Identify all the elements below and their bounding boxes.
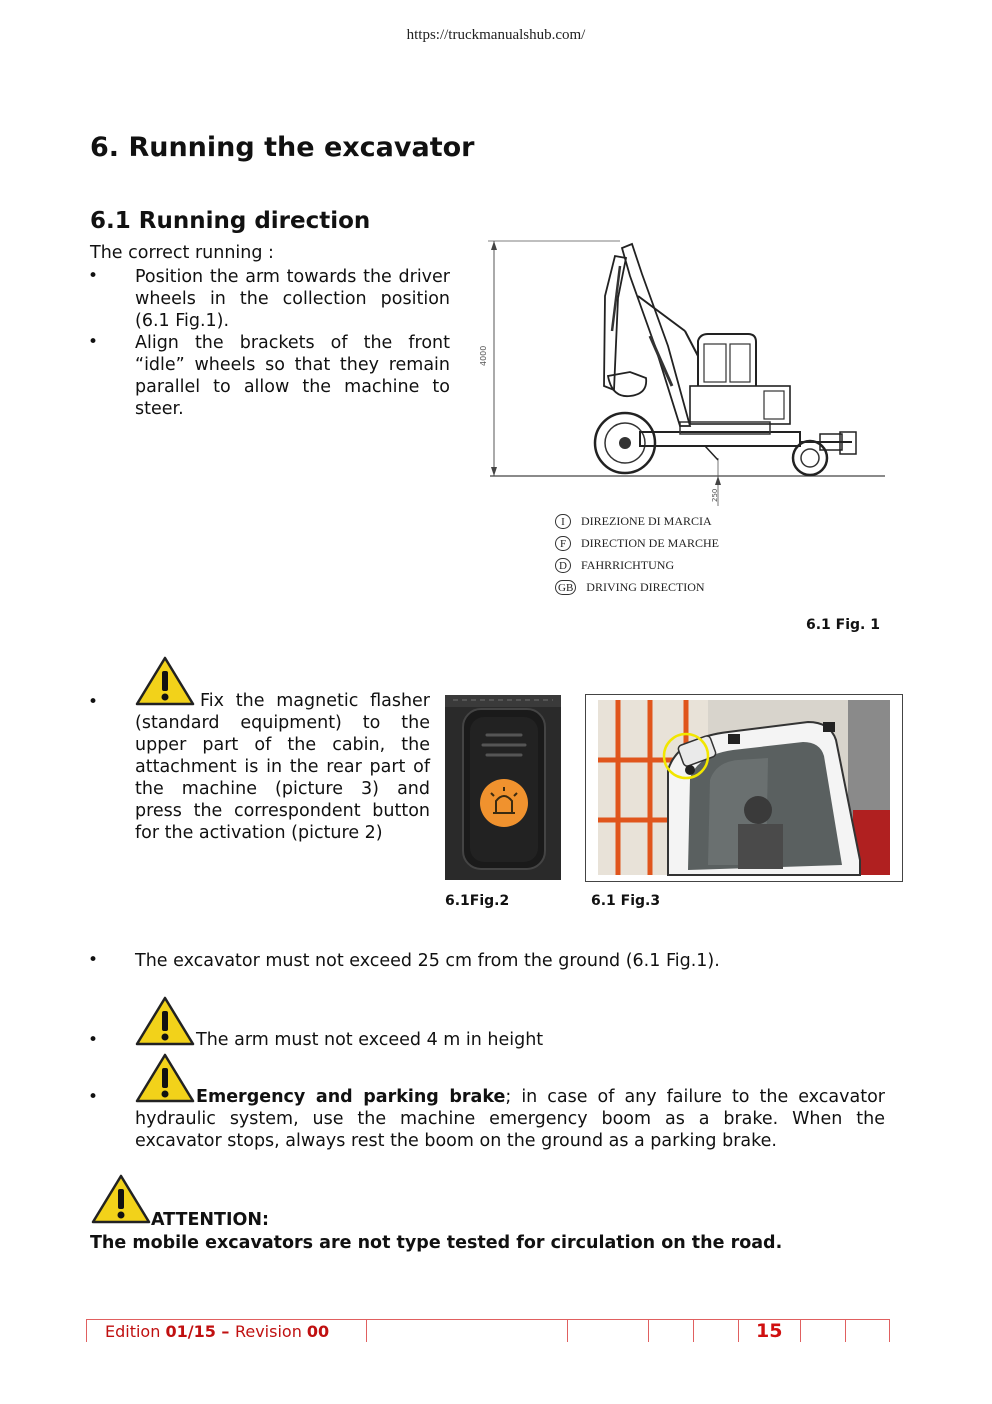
edition-dash: – — [215, 1322, 235, 1341]
footer-divider — [366, 1319, 367, 1342]
warning-triangle-icon — [134, 1052, 196, 1104]
legend-code: F — [555, 536, 571, 551]
dim-height-label: 4000 — [479, 345, 488, 366]
bullet-mark: • — [88, 692, 99, 712]
page-number: 15 — [756, 1320, 783, 1342]
footer-edition — [105, 1322, 329, 1341]
warning-triangle-icon — [134, 995, 196, 1047]
footer-divider — [648, 1319, 649, 1342]
legend-code: D — [555, 558, 571, 573]
brake-title: Emergency and parking brake — [196, 1087, 506, 1107]
legend-row — [555, 576, 719, 598]
flasher-instruction: Fix the magnetic flasher (standard equipment) to the upper part of the cabin, the attachment is in the rear part of the machine (picture 3) and press the correspondent button for the activation (picture 2) — [135, 691, 430, 843]
intro-text: The correct running : — [90, 243, 274, 263]
figure1-legend — [555, 510, 719, 598]
section-title: 6. Running the excavator — [90, 132, 475, 163]
footer-divider — [86, 1319, 87, 1342]
revision-label: Revision — [234, 1322, 307, 1341]
dim-ground-label: 250 — [711, 488, 719, 502]
header-url[interactable]: https://truckmanualshub.com/ — [406, 27, 586, 43]
arm-height-note: The arm must not exceed 4 m in height — [196, 1030, 544, 1050]
attention-text: The mobile excavators are not type tested for circulation on the road. — [90, 1233, 783, 1253]
legend-code: GB — [555, 580, 576, 595]
brake-line1-text: ; in case of any failure to the excavator — [505, 1087, 885, 1107]
footer-divider — [845, 1319, 846, 1342]
cabin-photo — [598, 700, 890, 875]
legend-row — [555, 554, 719, 576]
legend-text: DIREZIONE DI MARCIA — [581, 513, 712, 528]
bullet-mark: • — [88, 266, 99, 286]
bullet-mark: • — [88, 1030, 99, 1050]
edition-label: Edition — [105, 1322, 166, 1341]
footer-divider — [567, 1319, 568, 1342]
bullet-align-brackets: Align the brackets of the front “idle” wheels so that they remain parallel to allow the machine to steer. — [135, 333, 450, 419]
bullet-mark: • — [88, 1087, 99, 1107]
revision-value: 00 — [306, 1322, 330, 1341]
footer-divider — [693, 1319, 694, 1342]
flasher-button-photo — [445, 695, 561, 880]
figure2-caption: 6.1Fig.2 — [445, 893, 510, 909]
legend-text: FAHRRICHTUNG — [581, 557, 675, 572]
legend-text: DRIVING DIRECTION — [586, 579, 705, 594]
attention-label: ATTENTION: — [151, 1210, 270, 1230]
excavator-drawing — [480, 236, 890, 506]
subsection-title: 6.1 Running direction — [90, 208, 371, 234]
footer-divider — [738, 1319, 739, 1342]
figure3-caption: 6.1 Fig.3 — [591, 893, 661, 909]
edition-value: 01/15 — [165, 1322, 216, 1341]
footer-divider — [800, 1319, 801, 1342]
brake-note-line1 — [196, 1086, 885, 1108]
warning-triangle-icon — [90, 1173, 152, 1225]
ground-clearance-note: The excavator must not exceed 25 cm from the ground (6.1 Fig.1). — [135, 951, 720, 971]
legend-text: DIRECTION DE MARCHE — [581, 535, 719, 550]
legend-row — [555, 532, 719, 554]
brake-note-rest: hydraulic system, use the machine emergency boom as a brake. When the excavator stops, always rest the boom on the ground as a parking brake. — [135, 1109, 885, 1151]
bullet-mark: • — [88, 332, 99, 352]
bullet-mark: • — [88, 950, 99, 970]
legend-code: I — [555, 514, 571, 529]
legend-row — [555, 510, 719, 532]
bullet-arm-position: Position the arm towards the driver wheels in the collection position (6.1 Fig.1). — [135, 267, 450, 331]
footer-divider — [889, 1319, 890, 1342]
figure1-caption: 6.1 Fig. 1 — [806, 617, 880, 633]
